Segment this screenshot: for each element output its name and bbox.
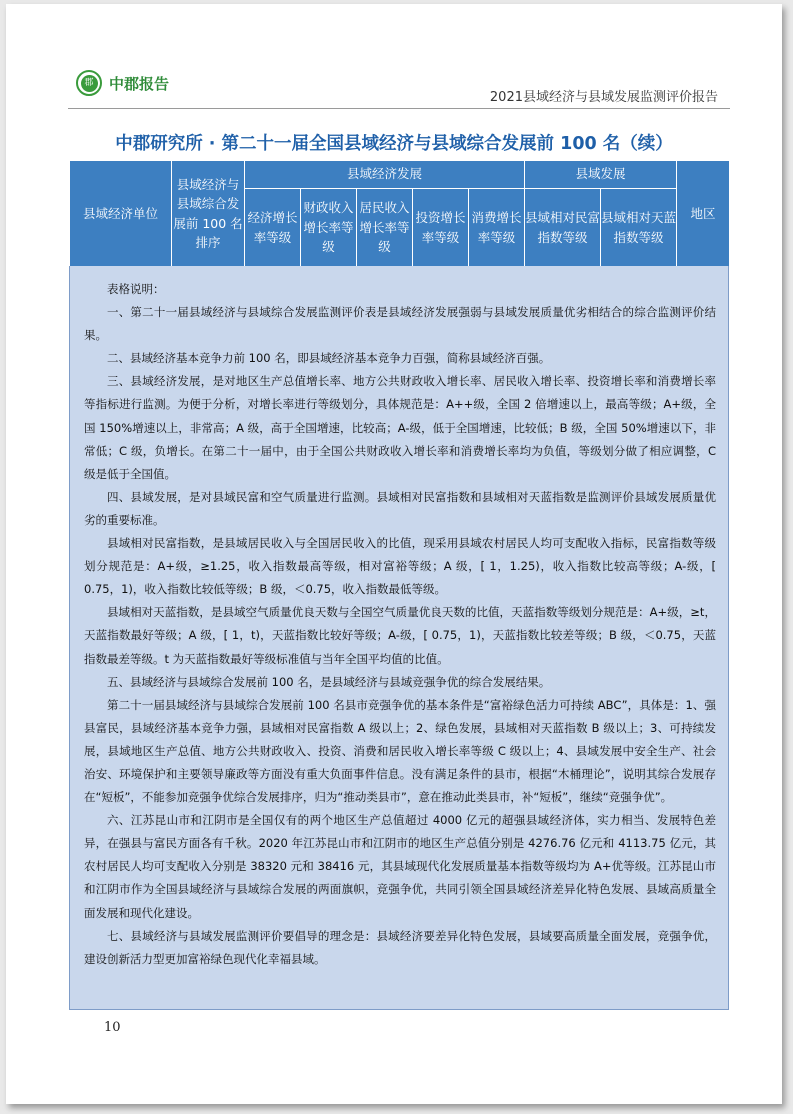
page-header: [6, 4, 782, 114]
logo-emblem-icon: [76, 70, 102, 96]
col-unit: 县域经济单位: [70, 161, 172, 267]
col-investment-growth: 投资增长率等级: [413, 189, 469, 267]
notes-paragraph: 六、江苏昆山市和江阴市是全国仅有的两个地区生产总值超过 4000 亿元的超强县域经济体，实力相当、发展特色差异，在强县与富民方面各有千秋。2020 年江苏昆山市和江阴市的地区生产总值分别是 4276.76 亿元和 4113.75 亿元，其农村居民人均可支配收入分别是 38320 元和 38416 元，其县域现代化发展质量基本指数等级均为 A+优等级。江苏昆山市和江阴市作为全国县域经济与县域综合发展的两面旗帜，竞强争优，共同引领全国县域经济差异化特色发展、县域高质量全面发展和现代化建设。: [84, 813, 716, 920]
col-bluesky-index: 县域相对天蓝指数等级: [601, 189, 677, 267]
notes-paragraph: 县域相对民富指数，是县域居民收入与全国居民收入的比值，现采用县域农村居民人均可支配收入指标，民富指数等级划分规范是：A+级，≥1.25，收入指数最高等级，相对富裕等级；A 级，[ 1，1.25)，收入指数比较高等级；A-级，[ 0.75，1)，收入指数比较低等级；B 级，＜0.75，收入指数最低等级。: [84, 536, 716, 597]
notes-paragraph: 一、第二十一届县域经济与县域综合发展监测评价表是县域经济发展强弱与县域发展质量优劣相结合的综合监测评价结果。: [84, 305, 716, 343]
report-title: 2021县域经济与县域发展监测评价报告: [489, 90, 718, 105]
notes-paragraph: 二、县域经济基本竞争力前 100 名，即县域经济基本竞争力百强，简称县域经济百强。: [107, 351, 551, 366]
col-rank: 县域经济与县域综合发展前 100 名排序: [172, 161, 245, 267]
table-title: 中郡研究所 · 第二十一届全国县域经济与县域综合发展前 100 名（续）: [115, 134, 673, 154]
col-region: 地区: [677, 161, 730, 267]
notes-paragraph: 四、县域发展，是对县域民富和空气质量进行监测。县域相对民富指数和县域相对天蓝指数是监测评价县域发展质量优劣的重要标准。: [84, 489, 716, 527]
group-economy: 县域经济发展: [245, 161, 525, 189]
col-economic-growth: 经济增长率等级: [245, 189, 301, 267]
notes-paragraph: 七、县域经济与县域发展监测评价要倡导的理念是：县域经济要差异化特色发展，县域要高质量全面发展，竞强争优，建设创新活力型更加富裕绿色现代化幸福县域。: [84, 928, 716, 966]
col-revenue-growth: 财政收入增长率等级: [301, 189, 357, 267]
col-consumption-growth: 消费增长率等级: [469, 189, 525, 267]
notes-paragraph: 县域相对天蓝指数，是县域空气质量优良天数与全国空气质量优良天数的比值，天蓝指数等级划分规范是：A+级，≥t，天蓝指数最好等级；A 级，[ 1，t)，天蓝指数比较好等级；A-级，[ 0.75，1)，天蓝指数比较差等级；B 级，＜0.75，天蓝指数最差等级。t 为天蓝指数最好等级标准值与当年全国平均值的比值。: [84, 605, 716, 666]
notes-paragraph: 第二十一届县域经济与县域综合发展前 100 名县市竞强争优的基本条件是“富裕绿色活力可持续 ABC”，具体是：1、强县富民，县域经济基本竞争力强，县域相对民富指数 A 级以上；2、绿色发展，县域相对天蓝指数 B 级以上；3、可持续发展，县域地区生产总值、地方公共财政收入、投资、消费和居民收入增长率等级 C 级以上；4、县域发展中安全生产、社会治安、环境保护和主要领导廉政等方面没有重大负面事件信息。没有满足条件的县市，根据“木桶理论”，说明其综合发展存在“短板”，不能参加竞强争优综合发展排序，归为“推动类县市”，意在推动此类县市，补“短板”，继续“竞强争优”。: [84, 697, 716, 805]
notes-heading: 表格说明：: [107, 282, 165, 296]
notes-paragraph: 五、县域经济与县域综合发展前 100 名，是县域经济与县域竞强争优的综合发展结果。: [107, 674, 551, 689]
col-income-growth: 居民收入增长率等级: [357, 189, 413, 267]
brand-logo: [76, 70, 169, 96]
document-page: [6, 4, 782, 1104]
logo-mark: 郡: [81, 75, 98, 92]
ranking-table-header: [69, 160, 730, 267]
table-notes: [69, 266, 729, 1010]
page-number: 10: [104, 1020, 121, 1035]
notes-paragraph: 三、县域经济发展，是对地区生产总值增长率、地方公共财政收入增长率、居民收入增长率、投资增长率和消费增长率等指标进行监测。为便于分析，对增长率进行等级划分，具体规范是：A++级，全国 2 倍增速以上，最高等级；A+级，全国 150%增速以上，非常高；A 级，高于全国增速，比较高；A-级，低于全国增速，比较低；B 级，全国 50%增速以下，非常低；C 级，负增长。在第二十一届中，由于全国公共财政收入增长率和消费增长率均为负值，等级划分做了相应调整，C 级是低于全国值。: [84, 374, 716, 481]
group-development: 县域发展: [525, 161, 677, 189]
col-wealth-index: 县域相对民富指数等级: [525, 189, 601, 267]
header-divider: [68, 108, 730, 109]
logo-text: 中郡报告: [109, 74, 170, 93]
